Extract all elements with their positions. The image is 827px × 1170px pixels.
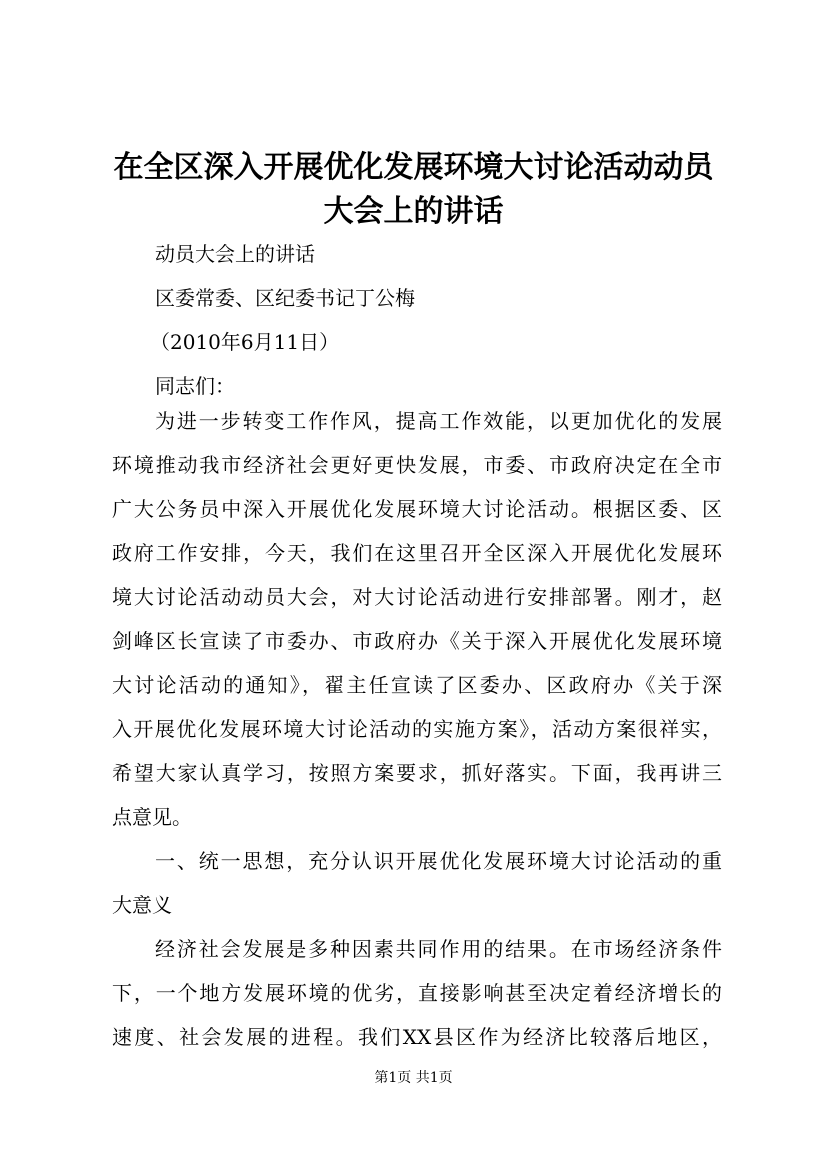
paragraph-2-line: 下，一个地方发展环境的优劣，直接影响甚至决定着经济增长的 <box>112 981 722 1005</box>
section-heading-1-line: 大意义 <box>112 893 172 917</box>
page-footer: 第1页 共1页 <box>374 1070 453 1086</box>
paragraph-1-line: 剑峰区长宣读了市委办、市政府办《关于深入开展优化发展环境 <box>112 629 722 653</box>
paragraph-1-line: 广大公务员中深入开展优化发展环境大讨论活动。根据区委、区 <box>112 497 722 521</box>
document-title-line-2: 大会上的讲话 <box>323 194 504 229</box>
subtitle: 动员大会上的讲话 <box>155 242 315 266</box>
paragraph-2-line: 速度、社会发展的进程。我们XX县区作为经济比较落后地区， <box>112 1025 722 1049</box>
paragraph-1-line: 政府工作安排，今天，我们在这里召开全区深入开展优化发展环 <box>112 541 722 565</box>
paragraph-1-line: 大讨论活动的通知》，翟主任宣读了区委办、区政府办《关于深 <box>112 673 722 697</box>
salutation: 同志们： <box>155 374 235 398</box>
paragraph-1-line: 为进一步转变工作作风，提高工作效能，以更加优化的发展 <box>155 409 722 433</box>
speaker-line: 区委常委、区纪委书记丁公梅 <box>155 286 415 310</box>
paragraph-1-line: 希望大家认真学习，按照方案要求，抓好落实。下面，我再讲三 <box>112 761 722 785</box>
paragraph-1-line: 点意见。 <box>112 805 192 829</box>
section-heading-1-line: 一、统一思想，充分认识开展优化发展环境大讨论活动的重 <box>155 849 722 873</box>
paragraph-1-line: 入开展优化发展环境大讨论活动的实施方案》，活动方案很祥实， <box>112 717 722 741</box>
document-title-line-1: 在全区深入开展优化发展环境大讨论活动动员 <box>113 150 714 185</box>
date-line: （2010年6月11日） <box>150 330 340 354</box>
paragraph-1-line: 境大讨论活动动员大会，对大讨论活动进行安排部署。刚才，赵 <box>112 585 722 609</box>
paragraph-1-line: 环境推动我市经济社会更好更快发展，市委、市政府决定在全市 <box>112 453 722 477</box>
paragraph-2-line: 经济社会发展是多种因素共同作用的结果。在市场经济条件 <box>155 937 722 961</box>
